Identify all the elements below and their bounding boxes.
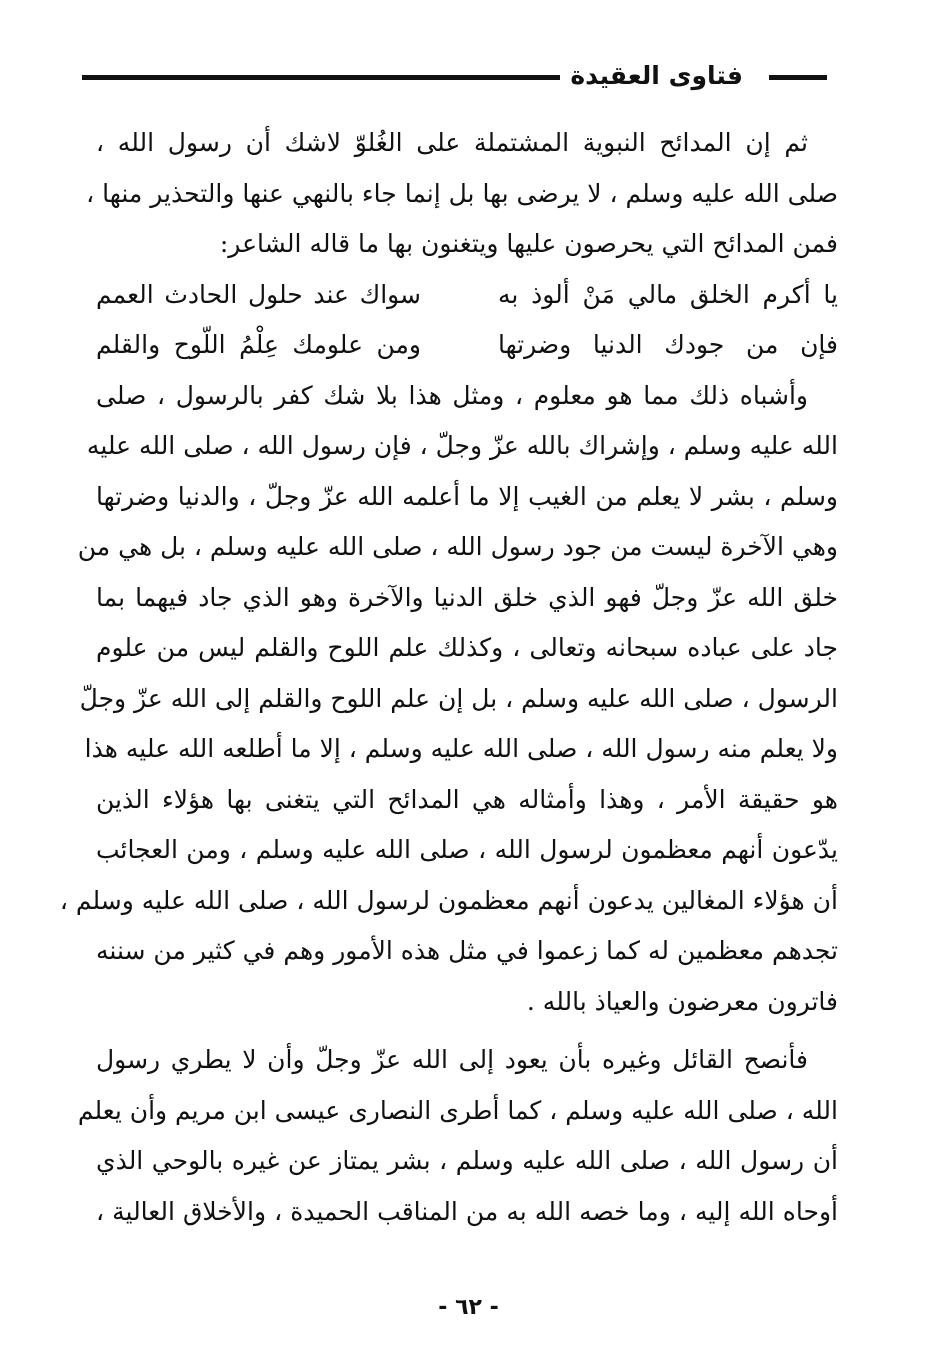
- poem-block: [96, 270, 838, 371]
- verse-first-hemistich: يا أكرم الخلق مالي مَنْ ألوذ به: [498, 279, 838, 309]
- text-line: أوحاه الله إليه ، وما خصه الله به من المناقب الحميدة ، والأخلاق العالية ،: [96, 1196, 838, 1226]
- text-line: يدّعون أنهم معظمون لرسول الله ، صلى الله عليه وسلم ، ومن العجائب: [96, 835, 838, 864]
- text-line: فمن المدائح التي يحرصون عليها ويتغنون بها ما قاله الشاعر:: [219, 229, 838, 258]
- paragraph-advice: [77, 1035, 838, 1237]
- paragraph-spacer: [96, 1027, 838, 1035]
- book-title: فتاوى العقيدة: [570, 61, 743, 90]
- text-line: وهي الآخرة ليست من جود رسول الله ، صلى الله عليه وسلم ، بل هي من: [77, 532, 838, 561]
- poem-verse: [96, 270, 838, 321]
- page-number: - ٦٢ -: [438, 1295, 499, 1320]
- text-line: الله ، صلى الله عليه وسلم ، كما أطرى النصارى عيسى ابن مريم وأن يعلم: [77, 1095, 838, 1125]
- verse-second-hemistich: ومن علومك عِلْمُ اللّوح والقلم: [96, 330, 421, 359]
- text-line: الله عليه وسلم ، وإشراك بالله عزّ وجلّ ، فإن رسول الله ، صلى الله عليه: [86, 431, 838, 460]
- text-line: وأشباه ذلك مما هو معلوم ، ومثل هذا بلا شك كفر بالرسول ، صلى: [96, 380, 809, 410]
- text-line: أن رسول الله ، صلى الله عليه وسلم ، بشر يمتاز عن غيره بالوحي الذي: [96, 1146, 838, 1175]
- text-line: فاترون معرضون والعياذ بالله .: [526, 986, 838, 1016]
- text-line: أن هؤلاء المغالين يدعون أنهم معظمون لرسول الله ، صلى الله عليه وسلم ،: [59, 885, 838, 915]
- text-line: ثم إن المدائح النبوية المشتملة على الغُلوّ لاشك أن رسول الله ،: [96, 128, 808, 157]
- paragraph-intro: [86, 118, 838, 270]
- header-rule-long: [82, 75, 560, 80]
- text-line: صلى الله عليه وسلم ، لا يرضى بها بل إنما جاء بالنهي عنها والتحذير منها ،: [86, 178, 838, 208]
- text-line: خلق الله عزّ وجلّ فهو الذي خلق الدنيا والآخرة وهو الذي جاد فيهما بما: [96, 582, 838, 612]
- text-line: هو حقيقة الأمر ، وهذا وأمثاله هي المدائح التي يتغنى بها هؤلاء الذين: [96, 784, 838, 814]
- text-line: تجدهم معظمين له كما زعموا في مثل هذه الأمور وهم في كثير من سننه: [96, 936, 838, 965]
- verse-first-hemistich: فإن من جودك الدنيا وضرتها: [498, 330, 838, 359]
- text-line: الرسول ، صلى الله عليه وسلم ، بل إن علم اللوح والقلم إلى الله عزّ وجلّ: [79, 683, 838, 713]
- header-rule-short: [769, 75, 827, 80]
- text-line: ولا يعلم منه رسول الله ، صلى الله عليه وسلم ، إلا ما أطلعه الله عليه هذا: [84, 734, 838, 763]
- paragraph-ruling: [59, 371, 838, 1028]
- text-line: وسلم ، بشر لا يعلم من الغيب إلا ما أعلمه الله عزّ وجلّ ، والدنيا وضرتها: [96, 481, 838, 511]
- text-line: جاد على عباده سبحانه وتعالى ، وكذلك علم اللوح والقلم ليس من علوم: [96, 633, 838, 662]
- verse-second-hemistich: سواك عند حلول الحادث العمم: [96, 279, 421, 309]
- running-header: [82, 58, 827, 94]
- text-line: فأنصح القائل وغيره بأن يعود إلى الله عزّ وجلّ وأن لا يطري رسول: [96, 1045, 808, 1074]
- poem-verse: [96, 320, 838, 371]
- page-body: [59, 118, 838, 1237]
